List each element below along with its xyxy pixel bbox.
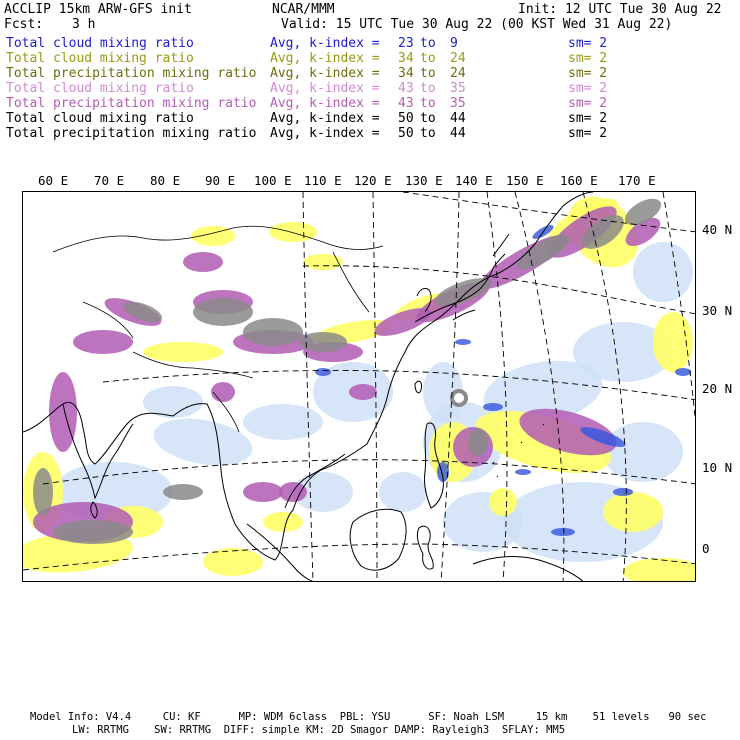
purple-cloud-patch [73,330,133,354]
latitude-label: 40 N [702,222,733,237]
field-to: to [420,36,436,51]
field-k-from: 50 [398,111,414,126]
latitude-label: 10 N [702,460,733,475]
latitude-label: 0 [702,541,710,556]
field-avg-label: Avg, k-index = [270,66,380,81]
yellow-cloud-patch [263,512,303,532]
latitude-label: 30 N [702,303,733,318]
field-k-from: 43 [398,96,414,111]
field-k-from: 34 [398,51,414,66]
field-to: to [420,126,436,141]
field-k-to: 9 [450,36,458,51]
longitude-line-110e [303,192,313,582]
field-smoothing: sm= 2 [568,96,608,111]
longitude-label: 110 E [304,173,342,188]
map-panel [22,191,696,582]
field-avg-label: Avg, k-index = [270,96,380,111]
gray-cloud-patch [33,468,53,516]
model-title: ACCLIP 15km ARW-GFS init [4,2,192,17]
field-smoothing: sm= 2 [568,36,608,51]
light-blue-cloud-patch [243,404,323,440]
yellow-cloud-patch [653,312,693,372]
field-smoothing: sm= 2 [568,111,608,126]
yellow-cloud-patch [489,488,517,516]
longitude-label: 90 E [205,173,236,188]
longitude-label: 140 E [455,173,493,188]
model-info-line-1: Model Info: V4.4 CU: KF MP: WDM 6class PBL: YSU SF: Noah LSM 15 km 51 levels 90 sec [30,711,707,723]
field-avg-label: Avg, k-index = [270,81,380,96]
field-to: to [420,51,436,66]
light-blue-cloud-patch [603,422,683,482]
yellow-cloud-patch [303,254,343,270]
field-k-from: 50 [398,126,414,141]
forecast-label: Fcst: [4,17,44,32]
field-k-to: 24 [450,51,466,66]
forecast-hours: 3 h [72,17,96,32]
longitude-label: 170 E [618,173,656,188]
field-to: to [420,111,436,126]
yellow-cloud-patch [203,548,263,576]
field-name: Total cloud mixing ratio [6,51,194,66]
blue-cloud-patch [675,368,691,376]
light-blue-cloud-patch [633,242,693,302]
blue-cloud-patch [551,528,575,536]
typhoon-eye-marker [452,391,466,405]
gray-cloud-patch [163,484,203,500]
field-name: Total precipitation mixing ratio [6,96,257,111]
blue-cloud-patch [613,488,633,496]
field-name: Total cloud mixing ratio [6,111,194,126]
field-k-from: 43 [398,81,414,96]
field-smoothing: sm= 2 [568,126,608,141]
field-name: Total precipitation mixing ratio [6,126,257,141]
field-avg-label: Avg, k-index = [270,126,380,141]
init-time: Init: 12 UTC Tue 30 Aug 22 [518,2,722,17]
light-blue-cloud-patch [150,412,256,473]
map-canvas [23,192,696,582]
valid-time: Valid: 15 UTC Tue 30 Aug 22 (00 KST Wed 31 Aug 22) [281,17,673,32]
purple-cloud-patch [211,382,235,402]
yellow-cloud-patch [603,492,663,532]
field-smoothing: sm= 2 [568,81,608,96]
yellow-cloud-patch [623,558,696,582]
purple-cloud-patch [243,482,283,502]
longitude-label: 60 E [38,173,69,188]
longitude-label: 120 E [354,173,392,188]
coastline-taiwan [415,381,422,393]
field-smoothing: sm= 2 [568,51,608,66]
field-to: to [420,96,436,111]
coastline-sulawesi [417,526,433,569]
longitude-label: 70 E [94,173,125,188]
field-k-from: 34 [398,66,414,81]
field-name: Total precipitation mixing ratio [6,66,257,81]
yellow-cloud-patch [269,222,317,242]
field-k-to: 24 [450,66,466,81]
field-k-to: 35 [450,81,466,96]
gray-cloud-patch [193,298,253,326]
field-name: Total cloud mixing ratio [6,36,194,51]
field-name: Total cloud mixing ratio [6,81,194,96]
blue-cloud-patch [483,403,503,411]
field-to: to [420,81,436,96]
longitude-label: 80 E [150,173,181,188]
blue-cloud-patch [515,469,531,475]
coastline-borneo [350,509,406,570]
longitude-label: 150 E [506,173,544,188]
field-k-to: 44 [450,111,466,126]
yellow-cloud-patch [143,342,223,362]
field-k-to: 44 [450,126,466,141]
field-avg-label: Avg, k-index = [270,36,380,51]
model-info-line-2: LW: RRTMG SW: RRTMG DIFF: simple KM: 2D Smagor DAMP: Rayleigh3 SFLAY: MM5 [72,724,566,736]
field-avg-label: Avg, k-index = [270,51,380,66]
field-smoothing: sm= 2 [568,66,608,81]
field-to: to [420,66,436,81]
light-blue-cloud-patch [379,472,427,512]
organization-label: NCAR/MMM [272,2,335,17]
longitude-label: 160 E [560,173,598,188]
purple-cloud-patch [349,384,377,400]
field-k-from: 23 [398,36,414,51]
gray-cloud-patch [243,318,303,346]
latitude-label: 20 N [702,381,733,396]
longitude-label: 100 E [254,173,292,188]
field-avg-label: Avg, k-index = [270,111,380,126]
blue-cloud-patch [455,339,471,345]
gray-cloud-patch [468,428,488,456]
blue-cloud-patch [315,368,331,376]
purple-cloud-patch [183,252,223,272]
longitude-label: 130 E [405,173,443,188]
field-k-to: 35 [450,96,466,111]
gray-cloud-patch [53,520,133,544]
